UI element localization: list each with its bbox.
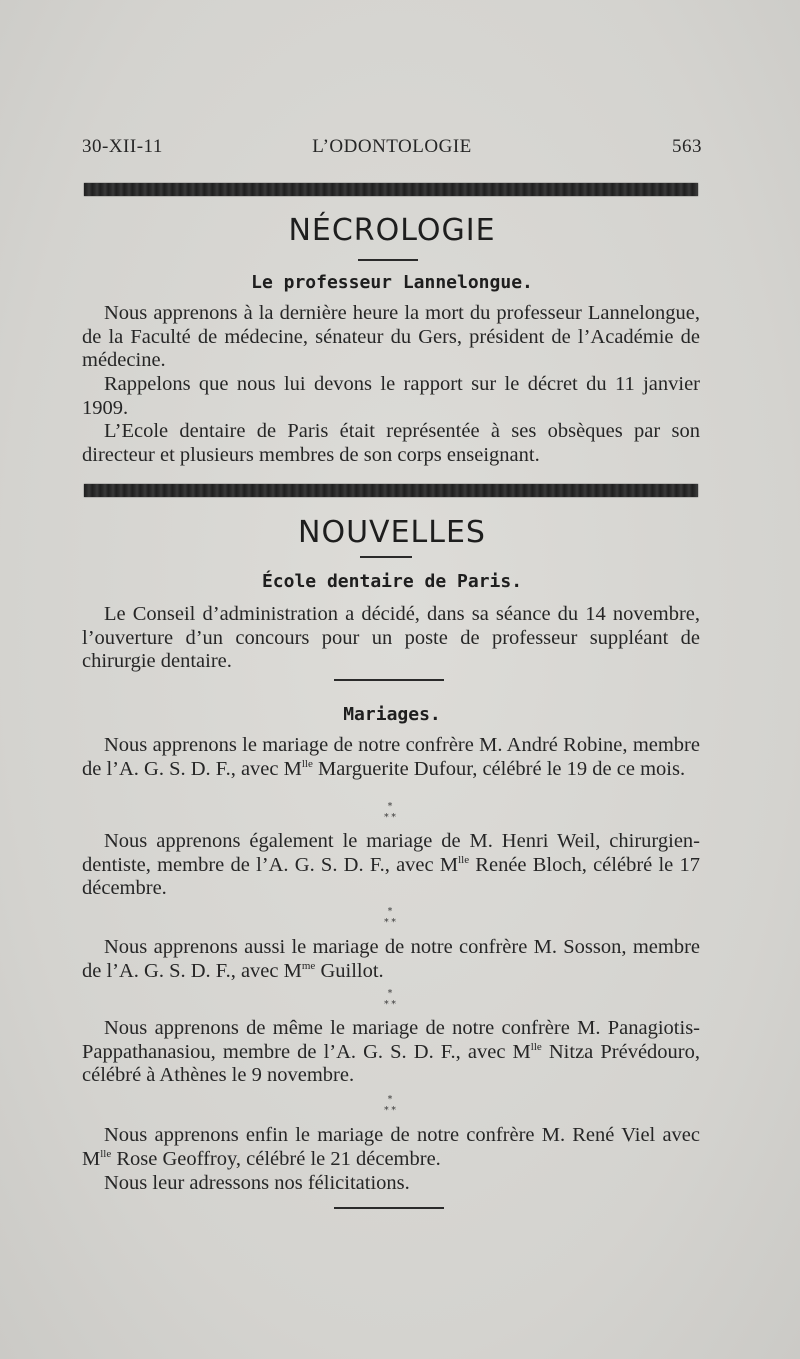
mariages-subtitle: Mariages. (343, 704, 441, 725)
asterism-separator: * * * (384, 989, 396, 1010)
title-rule (358, 259, 418, 261)
necrologie-title: NÉCROLOGIE (288, 213, 496, 248)
mariage-paragraph-3: Nous apprenons aussi le mariage de notre confrère M. Sosson, membre de l’A. G. S. D. F., avec $M^{me}$ Guillot. (82, 936, 700, 982)
necrologie-paragraph-3: L’Ecole dentaire de Paris était représentée à ses obsèques par son directeur et plusieurs membres de son corps enseignant. (82, 420, 700, 466)
decorative-bar-middle (84, 484, 698, 497)
running-head (82, 136, 702, 164)
mariage-paragraph-6: Nous leur adressons nos félicitations. (104, 1172, 410, 1194)
decorative-bar-top (84, 183, 698, 196)
necrologie-subtitle: Le professeur Lannelongue. (251, 272, 533, 293)
mariage-paragraph-4: Nous apprenons de même le mariage de notre confrère M. Panagiotis-Pappathanasiou, membre de l’A. G. S. D. F., avec $M^{lle}$ Nitza Prévédouro, célébré à Athènes le 9 novembre. (82, 1017, 700, 1086)
issue-date: 30-XII-11 (82, 136, 163, 157)
asterism-separator: * * * (384, 907, 396, 928)
necrologie-paragraph-1: Nous apprenons à la dernière heure la mort du professeur Lannelongue, de la Faculté de médecine, sénateur du Gers, président de l’Académie de médecine. (82, 302, 700, 371)
section-rule (334, 679, 444, 681)
asterism-separator: * * * (384, 802, 396, 823)
mariage-paragraph-1: Nous apprenons le mariage de notre confrère M. André Robine, membre de l’A. G. S. D. F., avec $M^{lle}$ Marguerite Dufour, célébré le 19 de ce mois. (82, 734, 700, 780)
page-number: 563 (672, 136, 702, 157)
asterism-separator: * * * (384, 1095, 396, 1116)
mariage-paragraph-5: Nous apprenons enfin le mariage de notre confrère M. René Viel avec $M^{lle}$ Rose Geoffroy, célébré le 21 décembre. (82, 1124, 700, 1170)
ecole-subtitle: École dentaire de Paris. (261, 571, 523, 592)
title-rule (360, 556, 412, 558)
journal-title: L’ODONTOLOGIE (312, 136, 472, 157)
mariage-paragraph-2: Nous apprenons également le mariage de M. Henri Weil, chirurgien-dentiste, membre de l’A. G. S. D. F., avec $M^{lle}$ Renée Bloch, célébré le 17 décembre. (82, 830, 700, 899)
necrologie-paragraph-2: Rappelons que nous lui devons le rapport sur le décret du 11 janvier 1909. (82, 373, 700, 419)
nouvelles-title: NOUVELLES (298, 515, 486, 550)
end-rule (334, 1207, 444, 1209)
ecole-paragraph: Le Conseil d’administration a décidé, dans sa séance du 14 novembre, l’ouverture d’un concours pour un poste de professeur suppléant de chirurgie dentaire. (82, 603, 700, 672)
